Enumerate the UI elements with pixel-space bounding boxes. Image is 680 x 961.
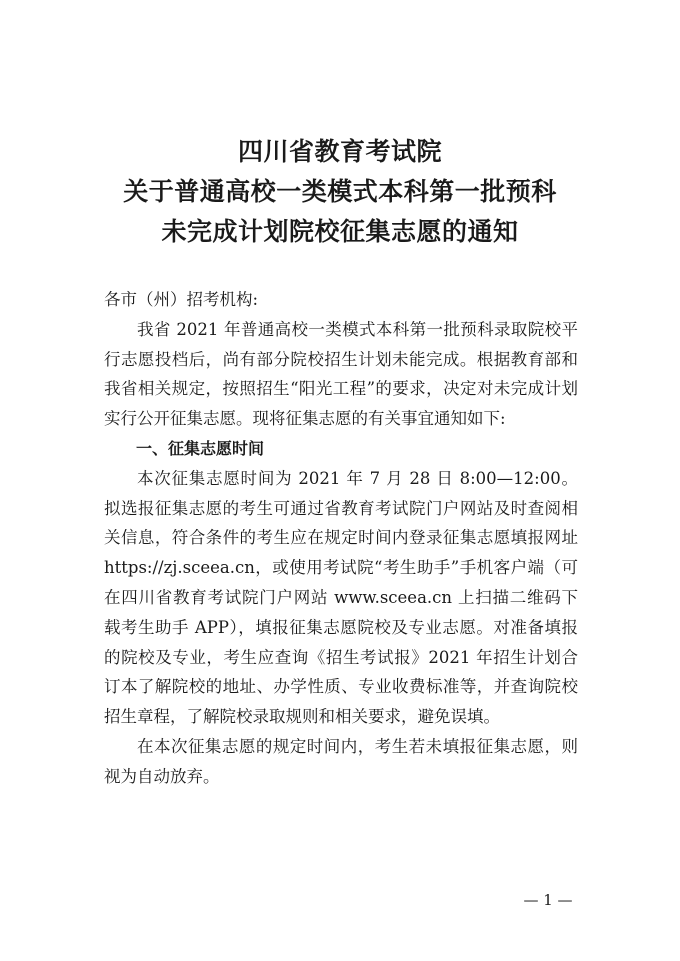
section-heading-time: 一、征集志愿时间 (136, 438, 265, 458)
section-paragraph-schedule: 本次征集志愿时间为 2021 年 7 月 28 日 8:00—12:00。拟选报征集志愿的考生可通过省教育考试院门户网站及时查阅相关信息，符合条件的考生应在规定时间内登录征集志愿填报网址 https://zj.sceea.cn，或使用考试院“考生助手”手机客户端（可在四川省教育考试院门户网站 www.sceea.cn 上扫描二维码下载考生助手 APP），填报征集志愿院校及专业志愿。对准备填报的院校及专业，考生应查询《招生考试报》2021 年招生计划合订本了解院校的地址、办学性质、专业收费标准等，并查询院校招生章程，了解院校录取规则和相关要求，避免误填。 (104, 468, 578, 727)
title-line-subject-cont: 未完成计划院校征集志愿的通知 (161, 217, 519, 246)
section-paragraph-forfeit: 在本次征集志愿的规定时间内，考生若未填报征集志愿，则视为自动放弃。 (104, 736, 578, 786)
document-body (104, 285, 578, 792)
intro-paragraph: 我省 2021 年普通高校一类模式本科第一批预科录取院校平行志愿投档后，尚有部分院校招生计划未能完成。根据教育部和我省相关规定，按照招生“阳光工程”的要求，决定对未完成计划实行公开征集志愿。现将征集志愿的有关事宜通知如下: (104, 319, 578, 429)
title-line-issuer: 四川省教育考试院 (237, 137, 442, 166)
title-line-subject: 关于普通高校一类模式本科第一批预科 (123, 177, 557, 206)
page-number: — 1 — (523, 891, 573, 909)
document-title (0, 132, 680, 252)
salutation: 各市（州）招考机构: (104, 290, 259, 309)
